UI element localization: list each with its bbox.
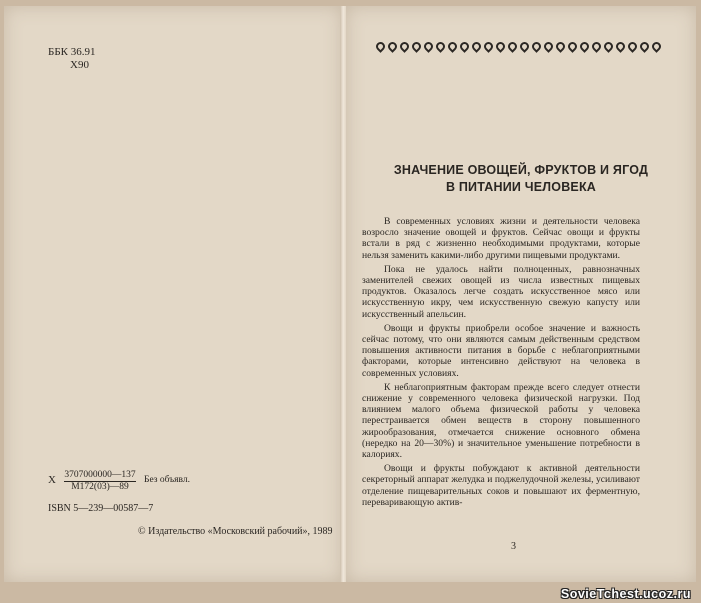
ornament-glyph-icon [518, 40, 531, 53]
ornament-glyph-icon [554, 40, 567, 53]
ornament-glyph-icon [506, 40, 519, 53]
ornament-glyph-icon [542, 40, 555, 53]
catalog-numerator: 3707000000—137 [64, 470, 136, 480]
catalog-denominator: М172(03)—89 [71, 482, 129, 492]
ornament-glyph-icon [398, 40, 411, 53]
ornament-glyph-icon [650, 40, 663, 53]
paragraph: Овощи и фрукты побуждают к активной деятельности секреторный аппарат желудка и поджелудочной железы, усиливают отделение пищеварительных соков и повышают их ферментную, переваривающую актив- [362, 463, 640, 508]
catalog-note: Без объявл. [144, 475, 191, 485]
watermark: SovieTchest.ucoz.ru [560, 587, 691, 601]
ornament-glyph-icon [602, 40, 615, 53]
ornament-glyph-icon [374, 40, 387, 53]
paragraph: Овощи и фрукты приобрели особое значение и важность сейчас потому, что они являются самым действенным средством повышения активности питания в борьбе с неблагоприятными факторами, которые интенсивно действуют на человека в современных условиях. [362, 322, 640, 379]
catalog-fraction [64, 470, 136, 493]
ornament-glyph-icon [410, 40, 423, 53]
left-page [4, 6, 343, 582]
bbk-line-2: Х90 [70, 59, 89, 71]
ornament-glyph-icon [578, 40, 591, 53]
chapter-title-line-1: ЗНАЧЕНИЕ ОВОЩЕЙ, ФРУКТОВ И ЯГОД [393, 163, 649, 177]
paragraph: В современных условиях жизни и деятельности человека возросло значение овощей и фруктов. Сейчас овощи и фрукты встали в ряд с жизненно необходимыми продуктами, которые нельзя заменить какими-либо другими пищевыми продуктами. [362, 216, 640, 261]
ornament-glyph-icon [446, 40, 459, 53]
right-page [346, 6, 696, 582]
bbk-code [48, 46, 95, 72]
ornament-glyph-icon [422, 40, 435, 53]
ornament-glyph-icon [626, 40, 639, 53]
ornament-glyph-icon [386, 40, 399, 53]
ornament-glyph-icon [494, 40, 507, 53]
bbk-line-1: ББК 36.91 [48, 46, 96, 58]
paragraph: К неблагоприятным факторам прежде всего следует отнести снижение у современного человека физической нагрузки. Под влиянием малого объема физической работы у человека перестраивается обмен веществ в сторону повышенного жирообразования, отмечается снижение основного обмена (нередко на 20—30%) и значительное уменьшение потребности в калориях. [362, 381, 640, 461]
ornament-glyph-icon [470, 40, 483, 53]
page-number: 3 [511, 541, 516, 552]
ornament-glyph-icon [434, 40, 447, 53]
ornament-glyph-icon [458, 40, 471, 53]
ornament-glyph-icon [566, 40, 579, 53]
chapter-title-line-2: В ПИТАНИИ ЧЕЛОВЕКА [445, 180, 597, 194]
ornament-glyph-icon [638, 40, 651, 53]
catalog-prefix: Х [48, 474, 56, 486]
ornament-border [376, 42, 676, 54]
copyright: © Издательство «Московский рабочий», 1989 [138, 526, 333, 537]
ornament-glyph-icon [614, 40, 627, 53]
ornament-glyph-icon [590, 40, 603, 53]
isbn: ISBN 5—239—00587—7 [48, 503, 154, 514]
ornament-glyph-icon [530, 40, 543, 53]
paragraph: Пока не удалось найти полноценных, равнозначных заменителей свежих овощей из числа известных пищевых продуктов. Оказалось легче создать искусственное мясо или искусственную икру, чем искусственную свежую капусту или искусственный апельсин. [362, 263, 640, 320]
chapter-title [356, 162, 686, 196]
ornament-glyph-icon [482, 40, 495, 53]
body-text [362, 216, 640, 511]
